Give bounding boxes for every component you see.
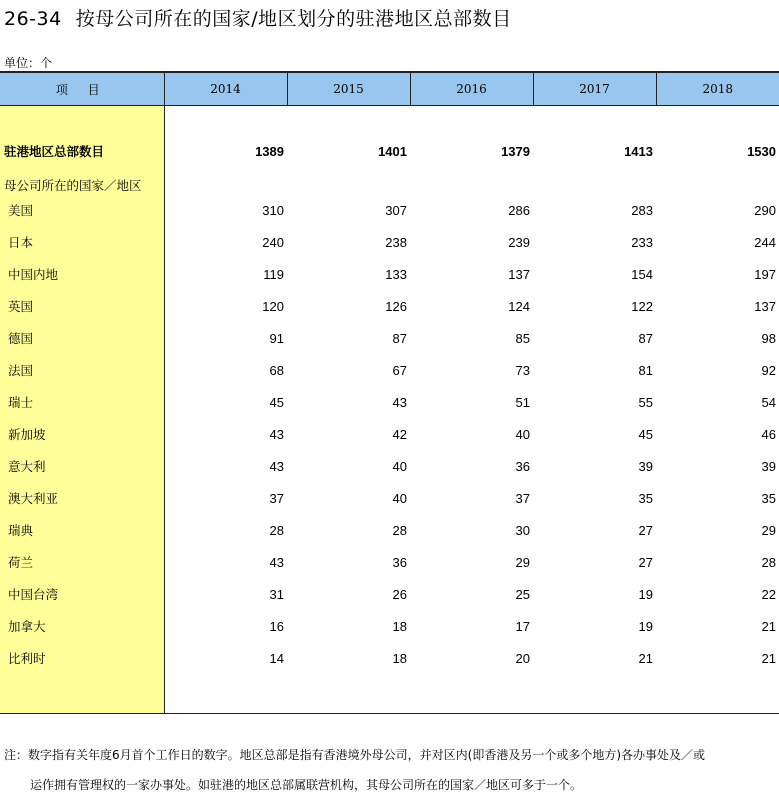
table-row [0,290,779,322]
row-value: 35 [761,490,776,506]
row-value: 120 [262,298,284,314]
row-value: 244 [754,234,776,250]
table-row [0,322,779,354]
row-value: 81 [638,362,653,378]
table-row [0,642,779,674]
unit-label: 单位：个 [4,56,53,70]
row-value: 42 [392,426,407,442]
group-label-row [0,176,779,194]
row-value: 54 [761,394,776,410]
row-value: 124 [508,298,530,314]
row-value: 14 [269,650,284,666]
row-value: 27 [638,554,653,570]
row-value: 85 [515,330,530,346]
row-value: 45 [638,426,653,442]
page-title [4,4,512,31]
row-value: 18 [392,650,407,666]
table-number: 26-34 [4,8,62,30]
row-label: 比利时 [0,642,164,674]
row-value: 233 [631,234,653,250]
row-value: 68 [269,362,284,378]
row-value: 283 [631,202,653,218]
row-value: 238 [385,234,407,250]
row-value: 40 [392,458,407,474]
row-value: 20 [515,650,530,666]
row-value: 28 [761,554,776,570]
row-value: 36 [392,554,407,570]
row-value: 73 [515,362,530,378]
row-value: 286 [508,202,530,218]
row-value: 29 [515,554,530,570]
table-row [0,450,779,482]
row-label: 加拿大 [0,610,164,642]
row-value: 126 [385,298,407,314]
row-label: 瑞士 [0,386,164,418]
table-row [0,194,779,226]
row-value: 43 [269,554,284,570]
table-row [0,418,779,450]
row-label: 中国台湾 [0,578,164,610]
row-label: 澳大利亚 [0,482,164,514]
row-label: 法国 [0,354,164,386]
row-value: 239 [508,234,530,250]
footnote-line-1: 注：数字指有关年度6月首个工作日的数字。地区总部是指有香港境外母公司，并对区内(即香港及另一个或多个地方)各办事处及／或 [4,748,706,762]
header-year: 2015 [287,72,410,106]
row-label: 中国内地 [0,258,164,290]
total-label: 驻港地区总部数目 [0,106,164,177]
row-label: 新加坡 [0,418,164,450]
table-row [0,578,779,610]
table-row [0,610,779,642]
row-value: 197 [754,266,776,282]
header-year: 2016 [410,72,533,106]
row-value: 37 [515,490,530,506]
row-value: 154 [631,266,653,282]
row-value: 22 [761,586,776,602]
row-value: 19 [638,586,653,602]
row-value: 43 [269,458,284,474]
row-value: 122 [631,298,653,314]
row-value: 51 [515,394,530,410]
row-value: 39 [638,458,653,474]
table-row [0,482,779,514]
row-value: 21 [638,650,653,666]
total-row [0,106,779,177]
header-year: 2017 [533,72,656,106]
row-value: 87 [638,330,653,346]
header-year: 2018 [656,72,779,106]
table-row [0,514,779,546]
row-value: 27 [638,522,653,538]
row-value: 39 [761,458,776,474]
table-row [0,354,779,386]
table-row [0,546,779,578]
row-value: 18 [392,618,407,634]
total-value: 1413 [624,143,653,159]
row-value: 98 [761,330,776,346]
total-value: 1389 [255,143,284,159]
row-value: 25 [515,586,530,602]
row-value: 31 [269,586,284,602]
row-value: 46 [761,426,776,442]
total-value: 1379 [501,143,530,159]
row-value: 16 [269,618,284,634]
row-value: 43 [392,394,407,410]
row-value: 17 [515,618,530,634]
row-value: 67 [392,362,407,378]
row-value: 43 [269,426,284,442]
table-row [0,258,779,290]
row-value: 119 [263,266,284,282]
row-value: 28 [392,522,407,538]
row-label: 德国 [0,322,164,354]
header-year: 2014 [164,72,287,106]
row-value: 92 [761,362,776,378]
row-value: 37 [269,490,284,506]
row-label: 瑞典 [0,514,164,546]
footnote-line-2: 运作拥有管理权的一家办事处。如驻港的地区总部属联营机构，其母公司所在的国家／地区可多于一个。 [30,778,583,792]
total-value: 1401 [378,143,407,159]
row-value: 40 [515,426,530,442]
row-value: 28 [269,522,284,538]
table-header-row [0,72,779,106]
row-value: 21 [761,618,776,634]
footnote [4,740,774,800]
row-value: 21 [761,650,776,666]
row-value: 137 [754,298,776,314]
total-value: 1530 [747,143,776,159]
row-label: 荷兰 [0,546,164,578]
row-value: 29 [761,522,776,538]
table-row [0,386,779,418]
row-value: 35 [638,490,653,506]
table-bottom-spacer [0,674,779,714]
row-value: 55 [638,394,653,410]
table-title: 按母公司所在的国家/地区划分的驻港地区总部数目 [75,8,512,30]
row-value: 240 [262,234,284,250]
row-value: 87 [392,330,407,346]
row-label: 美国 [0,194,164,226]
row-value: 310 [262,202,284,218]
header-item-label: 项 目 [0,72,164,106]
row-value: 133 [385,266,407,282]
row-value: 45 [269,394,284,410]
row-value: 91 [269,330,284,346]
row-label: 日本 [0,226,164,258]
row-label: 英国 [0,290,164,322]
group-label: 母公司所在的国家／地区 [0,176,164,194]
row-value: 137 [508,266,530,282]
row-label: 意大利 [0,450,164,482]
statistics-table [0,71,779,714]
row-value: 26 [392,586,407,602]
row-value: 40 [392,490,407,506]
row-value: 290 [754,202,776,218]
row-value: 30 [515,522,530,538]
table-row [0,226,779,258]
row-value: 307 [385,202,407,218]
row-value: 36 [515,458,530,474]
row-value: 19 [638,618,653,634]
